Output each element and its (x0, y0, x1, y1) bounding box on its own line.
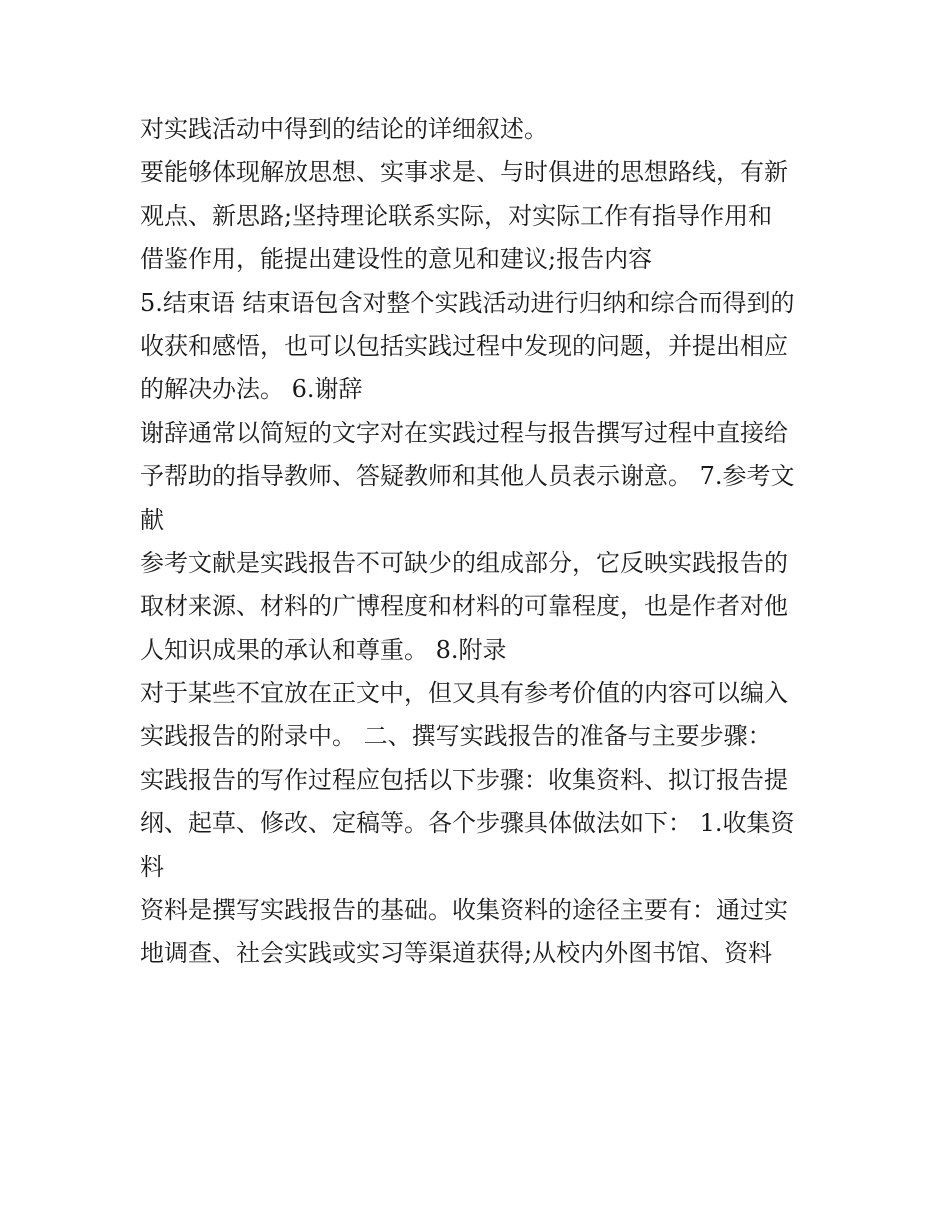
text-line: 纲、起草、修改、定稿等。各个步骤具体做法如下： 1.收集资 (140, 809, 795, 838)
text-line: 人知识成果的承认和尊重。 8.附录 (140, 635, 507, 664)
text-line: 要能够体现解放思想、实事求是、与时俱进的思想路线，有新 (140, 158, 788, 187)
text-line: 对实践活动中得到的结论的详细叙述。 (140, 115, 548, 143)
text-line: 予帮助的指导教师、答疑教师和其他人员表示谢意。 7.参考文 (140, 462, 795, 491)
text-line: 的解决办法。 6.谢辞 (140, 375, 363, 404)
text-line: 参考文献是实践报告不可缺少的组成部分，它反映实践报告的 (140, 548, 788, 577)
text-line: 谢辞通常以简短的文字对在实践过程与报告撰写过程中直接给 (140, 418, 788, 447)
text-line: 资料是撰写实践报告的基础。收集资料的途径主要有：通过实 (140, 896, 788, 925)
text-line: 对于某些不宜放在正文中，但又具有参考价值的内容可以编入 (140, 679, 788, 708)
text-line: 献 (140, 505, 164, 534)
text-line: 取材来源、材料的广博程度和材料的可靠程度，也是作者对他 (140, 592, 788, 621)
body-text (140, 108, 830, 976)
text-line: 借鉴作用，能提出建设性的意见和建议;报告内容 (140, 245, 653, 274)
text-line: 观点、新思路;坚持理论联系实际，对实际工作有指导作用和 (140, 201, 773, 230)
text-line: 实践报告的附录中。 二、撰写实践报告的准备与主要步骤： (140, 722, 772, 751)
text-line: 料 (140, 852, 164, 881)
text-line: 收获和感悟，也可以包括实践过程中发现的问题，并提出相应 (140, 331, 788, 360)
text-line: 地调查、社会实践或实习等渠道获得;从校内外图书馆、资料 (140, 939, 773, 968)
text-line: 5.结束语 结束语包含对整个实践活动进行归纳和综合而得到的 (140, 288, 795, 317)
text-line: 实践报告的写作过程应包括以下步骤：收集资料、拟订报告提 (140, 765, 788, 794)
